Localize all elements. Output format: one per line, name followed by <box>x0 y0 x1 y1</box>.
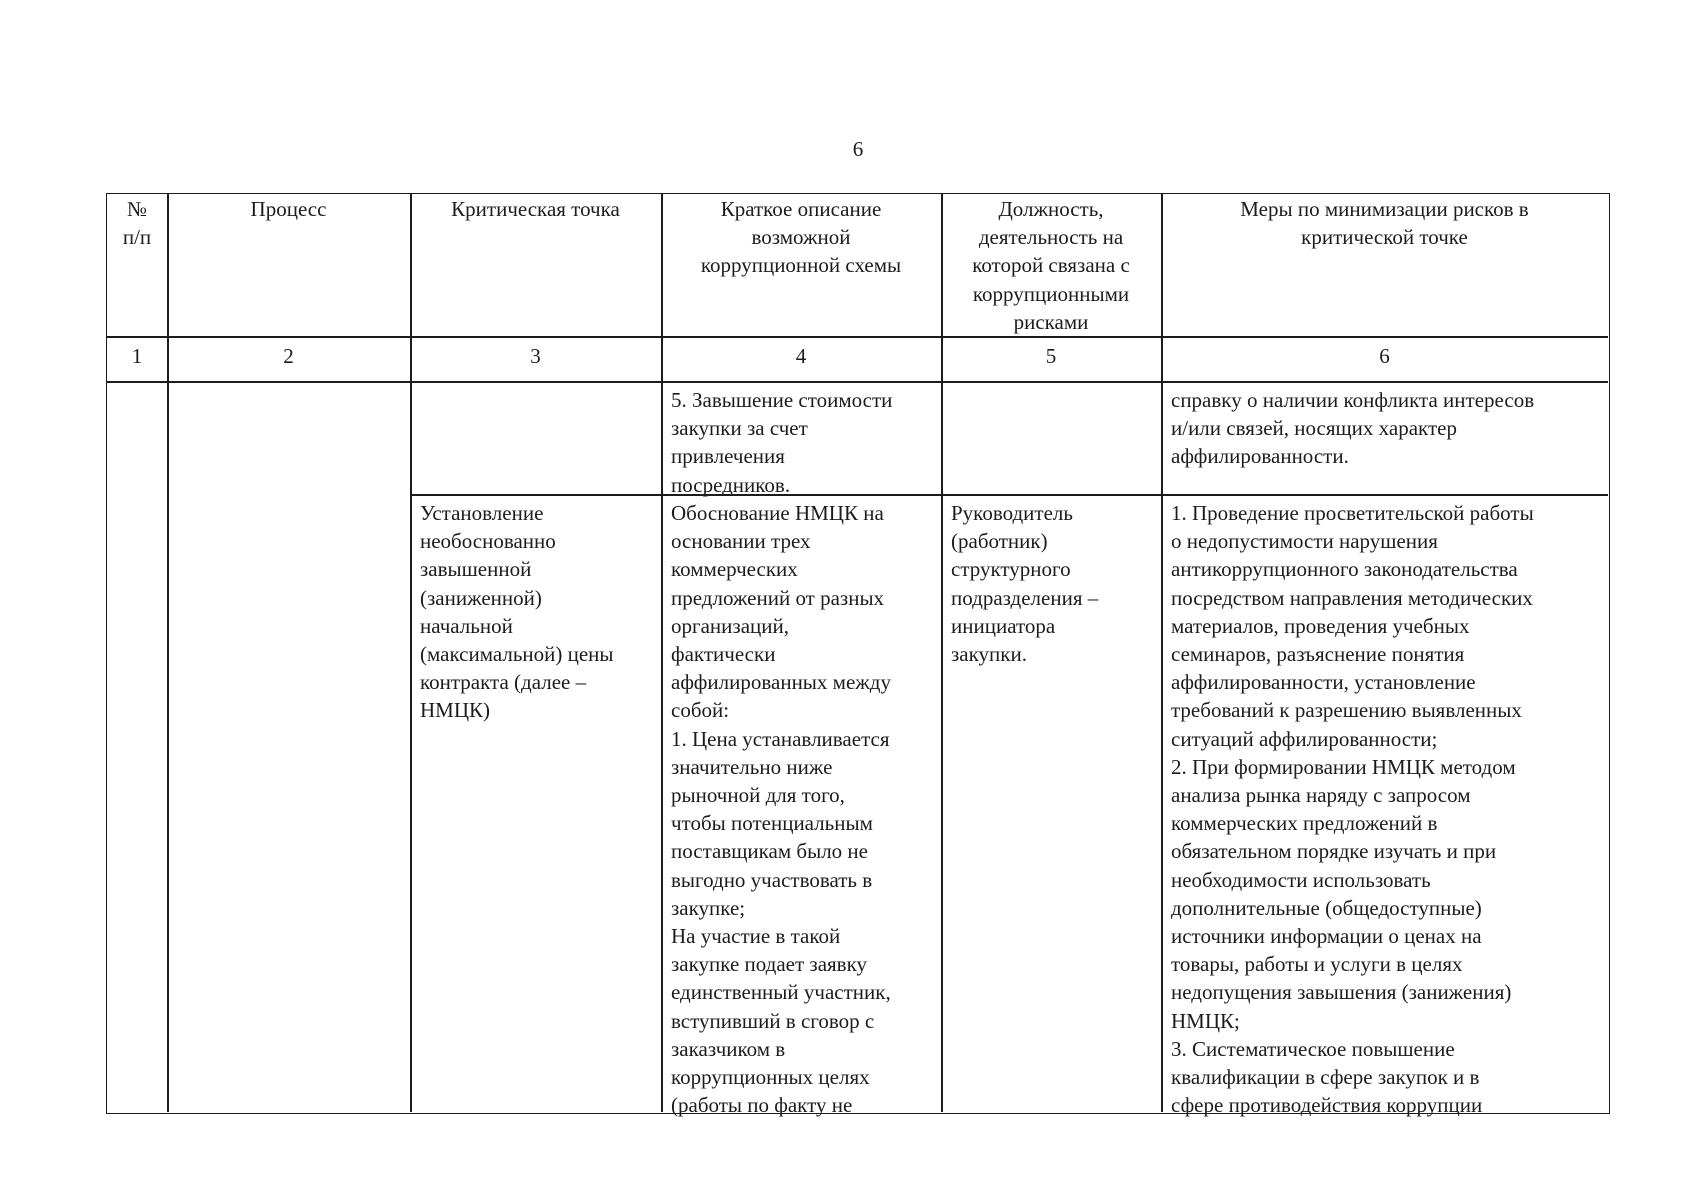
row2-scheme-cell: Обоснование НМЦК на основании трех коммерческих предложений от разных организаций, фактически аффилированных между собой: 1. Цена устанавливается значительно ниже рыночной для того, чтобы потенциальным поставщикам было не выгодно участвовать в закупке; На участие в такой закупке подает заявку единственный участник, вступивший в сговор с заказчиком в коррупционных целях (работы по факту не <box>671 501 891 1118</box>
column-divider <box>1161 194 1163 1112</box>
header-cell-risk-measures: Меры по минимизации рисков в критической точке <box>1240 197 1529 250</box>
column-number: 5 <box>1045 344 1057 368</box>
column-number: 1 <box>131 344 143 368</box>
column-number: 2 <box>283 344 294 368</box>
column-number: 6 <box>1379 344 1390 368</box>
header-cell-process: Процесс <box>250 197 327 221</box>
column-divider <box>661 194 663 1112</box>
header-bottom-rule <box>107 336 1608 338</box>
column-number-row-rule <box>107 381 1608 383</box>
header-cell-scheme-description: Краткое описание возможной коррупционной схемы <box>700 197 902 278</box>
header-cell-critical-point: Критическая точка <box>451 197 620 221</box>
header-cell-position: Должность, деятельность на которой связана с коррупционными рисками <box>972 197 1130 334</box>
row2-critical-point-cell: Установление необоснованно завышенной (заниженной) начальной (максимальной) цены контракта (далее – НМЦК) <box>420 501 614 723</box>
header-cell-number: № п/п <box>122 197 152 250</box>
column-number: 4 <box>795 344 807 368</box>
column-divider <box>167 194 169 1112</box>
row1-scheme-cell: 5. Завышение стоимости закупки за счет привлечения посредников. <box>671 388 893 497</box>
column-number: 3 <box>530 344 541 368</box>
row2-measures-cell: 1. Проведение просветительской работы о недопустимости нарушения антикоррупционного законодательства посредством направления методических материалов, проведения учебных семинаров, разъяснение понятия аффилированности, установление требований к разрешению выявленных ситуаций аффилированности; 2. При формировании НМЦК методом анализа рынка наряду с запросом коммерческих предложений в обязательном порядке изучать и при необходимости использовать дополнительные (общедоступные) источники информации о ценах на товары, работы и услуги в целях недопущения завышения (занижения) НМЦК; 3. Систематическое повышение квалификации в сфере закупок и в сфере противодействия коррупции <box>1171 501 1534 1118</box>
row1-measures-cell: справку о наличии конфликта интересов и/или связей, носящих характер аффилированности. <box>1171 388 1535 469</box>
column-divider <box>410 194 412 1112</box>
corruption-risk-table <box>106 193 1610 1118</box>
row2-position-cell: Руководитель (работник) структурного подразделения – инициатора закупки. <box>951 501 1099 667</box>
page-number: 6 <box>852 137 864 161</box>
row-divider <box>410 494 1608 496</box>
